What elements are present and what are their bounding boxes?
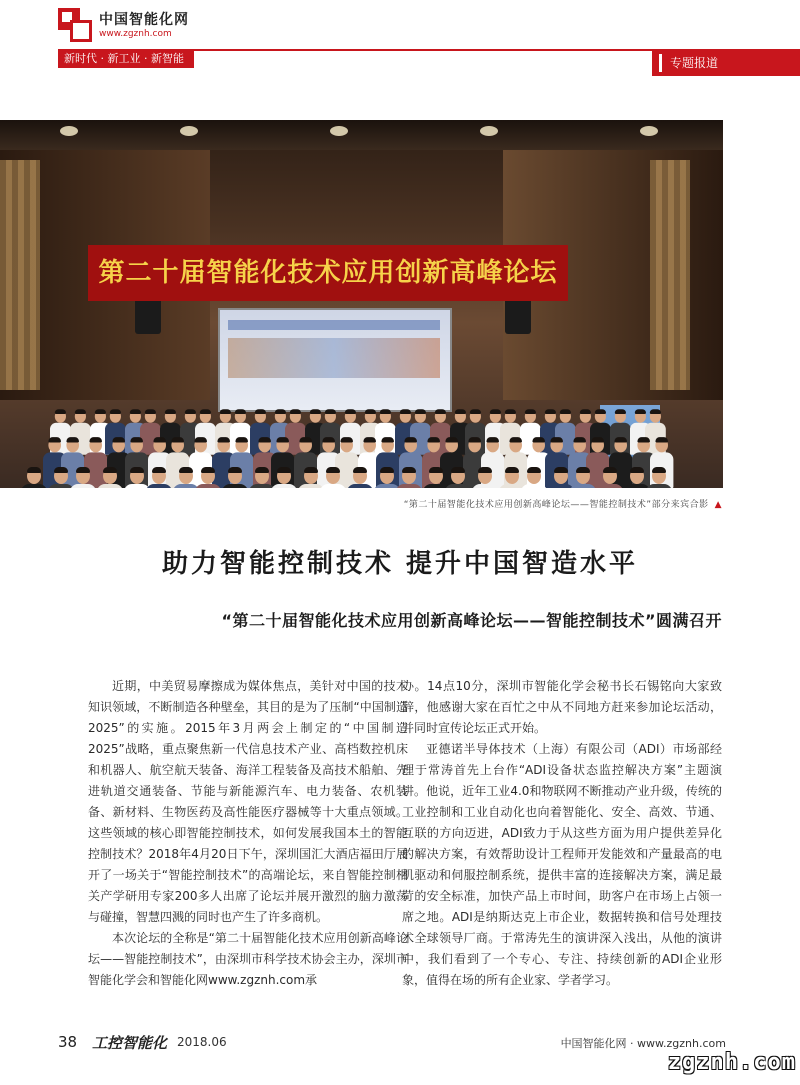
magazine-name: 工控智能化 bbox=[92, 1034, 168, 1052]
page-number: 38 bbox=[58, 1033, 78, 1051]
logo-url: www.zgznh.com bbox=[99, 29, 172, 39]
article-column-left bbox=[88, 676, 408, 991]
photo-caption bbox=[0, 497, 722, 510]
logo-mark-icon bbox=[58, 8, 94, 44]
event-banner-text: 第二十届智能化技术应用创新高峰论坛 bbox=[98, 258, 558, 288]
site-logo[interactable] bbox=[58, 6, 189, 46]
paragraph: 本次论坛的全称是“第二十届智能化技术应用创新高峰论坛——智能控制技术”，由深圳市科学技术协会主办，深圳市智能化学会和智能化网www.zgznh.com承 bbox=[88, 931, 408, 987]
issue-date: 2018.06 bbox=[177, 1035, 227, 1049]
footer-site: 中国智能化网 · www.zgznh.com bbox=[560, 1037, 726, 1050]
attendee-group bbox=[0, 410, 723, 488]
paragraph: 亚德诺半导体技术（上海）有限公司（ADI）市场部经理于常涛首先上台作“ADI设备状态监控解决方案”主题演讲。他说，近年工业4.0和物联网不断推动产业升级，传统的工业控制和工业自动化也向着智能化、安全、高效、节通、互联的方向迈进，ADI致力于从这些方面为用户提供差异化的解决方案，有效帮助设计工程师开发能效和产量最高的电机驱动和伺服控制系统，提供丰富的连接解决方案，满足最苛的安全标准，加快产品上市时间，助客户在市场上占领一席之地。ADI是纳斯达克上市企业，数据转换和信号处理技术全球领导厂商。于常涛先生的演讲深入浅出，从他的演讲中，我们看到了一个专心、专注、持续创新的ADI企业形象，值得在场的所有企业家、学者学习。 bbox=[402, 742, 722, 987]
section-label: 专题报道 bbox=[654, 50, 800, 76]
caption-marker-icon: ▲ bbox=[714, 500, 722, 510]
group-photo bbox=[0, 120, 723, 488]
article-subhead: “第二十届智能化技术应用创新高峰论坛——智能控制技术”圆满召开 bbox=[221, 611, 722, 630]
article-headline: 助力智能控制技术 提升中国智造水平 bbox=[161, 549, 639, 579]
article-column-right bbox=[402, 676, 722, 991]
projection-screen bbox=[218, 308, 452, 412]
header-tagline: 新时代 · 新工业 · 新智能 bbox=[58, 50, 194, 68]
logo-name: 中国智能化网 bbox=[99, 12, 189, 28]
paragraph: 近期，中美贸易摩擦成为媒体焦点，美针对中国的技术知识领域，不断制造各种壁垒，其目的是为了压制“中国制造2025”的实施。2015年3月两会上制定的“中国制造2025”战略，重点聚焦新一代信息技术产业、高档数控机床和机器人、航空航天装备、海洋工程装备及高技术船舶、先进轨道交通装备、节能与新能源汽车、电力装备、农机装备、新材料、生物医药及高性能医疗器械等十大重点领域。这些领域的核心即智能控制技术，如何发展我国本土的智能控制技术？2018年4月20日下午，深圳国汇大酒店福田厅展开了一场关于“智能控制技术”的高端论坛，来自智能控制相关产学研用专家200多人出席了论坛并展开激烈的脑力激荡与碰撞，智慧四溅的同时也产生了许多商机。 bbox=[88, 679, 408, 924]
paragraph-continuation: 办。14点10分，深圳市智能化学会秘书长石锡铭向大家致辞，他感谢大家在百忙之中从不同地方赶来参加论坛活动，并同时宣传论坛正式开始。 bbox=[402, 679, 722, 735]
photo-caption-text: “第二十届智能化技术应用创新高峰论坛——智能控制技术”部分来宾合影 bbox=[403, 500, 709, 510]
watermark-logo: zgznh.com bbox=[667, 1050, 796, 1075]
